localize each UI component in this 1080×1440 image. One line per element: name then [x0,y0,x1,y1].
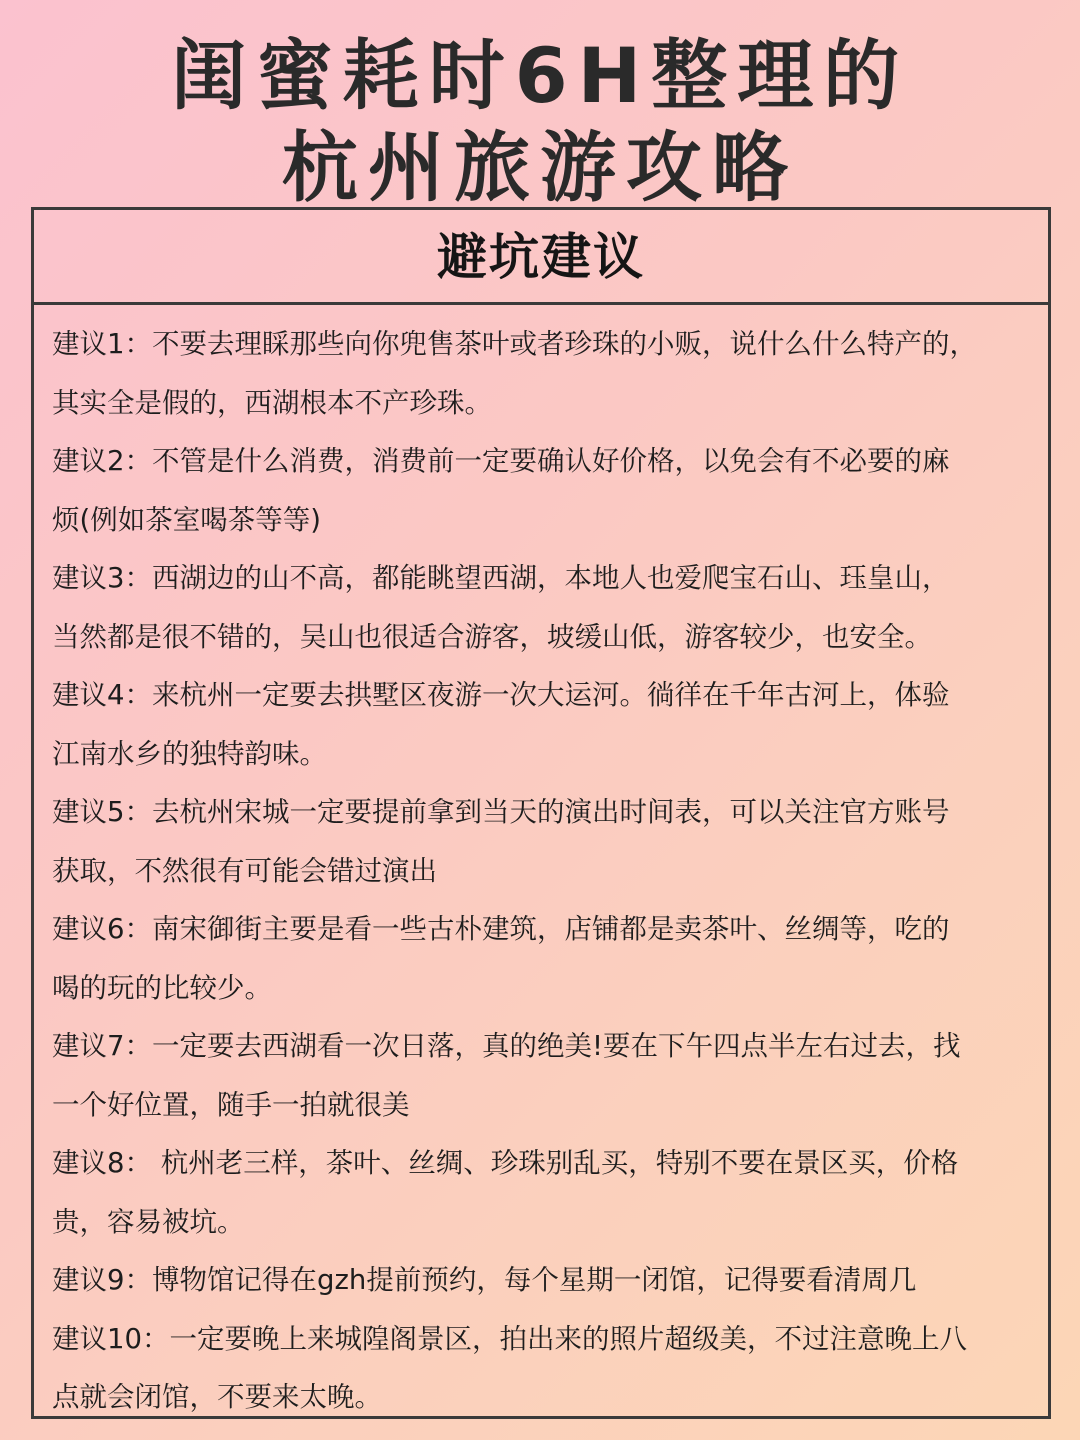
tip-6-line-2: 喝的玩的比较少。 [52,971,272,1004]
tip-5-line-1: 建议5：去杭州宋城一定要提前拿到当天的演出时间表，可以关注官方账号 [52,796,950,828]
tip-3-line-1: 建议3：西湖边的山不高，都能眺望西湖，本地人也爱爬宝石山、珏皇山， [52,562,950,594]
tip-8-line-2: 贵，容易被坑。 [52,1205,245,1238]
tip-7-line-2: 一个好位置，随手一拍就很美 [52,1088,410,1121]
tip-2-line-2: 烦(例如茶室喝茶等等) [52,503,321,536]
page-title-line-2: 杭州旅游攻略 [282,123,798,212]
tip-10-line-1: 建议10：一定要晚上来城隍阁景区，拍出来的照片超级美，不过注意晚上八 [52,1322,967,1355]
page-title-line-1: 闺蜜耗时6H整理的 [170,31,910,120]
tip-8-line-1: 建议8： 杭州老三样，茶叶、丝绸、珍珠别乱买，特别不要在景区买，价格 [52,1147,959,1179]
tip-1-line-2: 其实全是假的，西湖根本不产珍珠。 [52,386,492,419]
page-title [0,30,1080,214]
tip-7-line-1: 建议7：一定要去西湖看一次日落，真的绝美!要在下午四点半左右过去，找 [52,1030,961,1062]
tip-1-line-1: 建议1：不要去理睬那些向你兜售茶叶或者珍珠的小贩，说什么什么特产的， [52,328,977,360]
section-heading: 避坑建议 [34,210,1048,305]
tips-box [31,207,1051,1419]
tip-6-line-1: 建议6：南宋御街主要是看一些古朴建筑，店铺都是卖茶叶、丝绸等，吃的 [52,913,950,945]
tip-3-line-2: 当然都是很不错的，吴山也很适合游客，坡缓山低，游客较少，也安全。 [52,620,932,653]
tip-9-line-1: 建议9：博物馆记得在gzh提前预约，每个星期一闭馆，记得要看清周几 [52,1264,917,1296]
tip-4-line-2: 江南水乡的独特韵味。 [52,737,327,770]
tip-5-line-2: 获取，不然很有可能会错过演出 [52,854,437,887]
tip-10-line-2: 点就会闭馆，不要来太晚。 [52,1381,382,1413]
tips-list [34,305,1048,1427]
tip-2-line-1: 建议2：不管是什么消费，消费前一定要确认好价格，以免会有不必要的麻 [52,445,950,477]
tip-4-line-1: 建议4：来杭州一定要去拱墅区夜游一次大运河。徜徉在千年古河上，体验 [52,679,950,711]
